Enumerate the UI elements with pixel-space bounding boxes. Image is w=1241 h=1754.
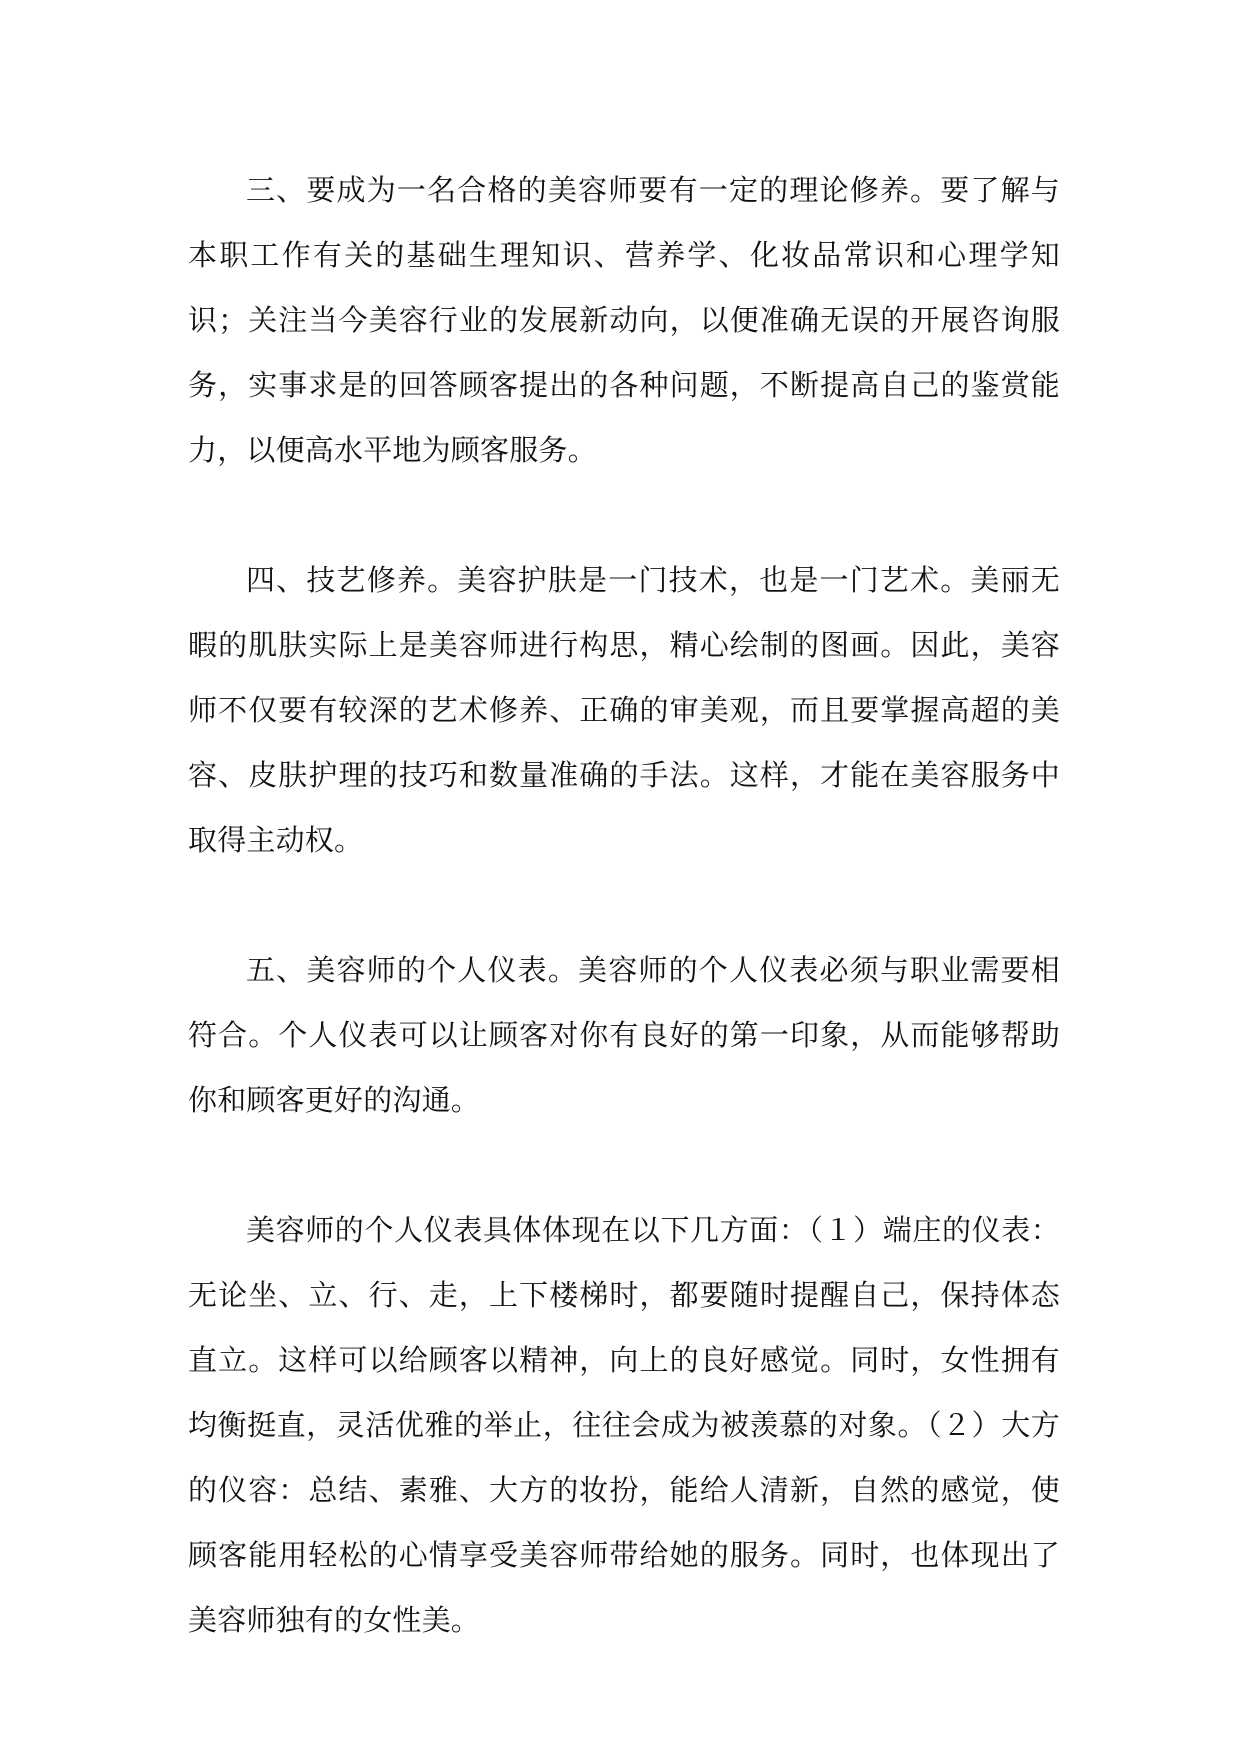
paragraph-personal-appearance: 五、美容师的个人仪表。美容师的个人仪表必须与职业需要相符合。个人仪表可以让顾客对你有良好的第一印象，从而能够帮助你和顾客更好的沟通。 xyxy=(188,953,1060,1117)
paragraph-theory-cultivation: 三、要成为一名合格的美容师要有一定的理论修养。要了解与本职工作有关的基础生理知识、营养学、化妆品常识和心理学知识；关注当今美容行业的发展新动向，以便准确无误的开展咨询服务，实事求是的回答顾客提出的各种问题，不断提高自己的鉴赏能力，以便高水平地为顾客服务。 xyxy=(188,173,1060,467)
document-body xyxy=(188,158,1060,1718)
paragraph-skill-cultivation: 四、技艺修养。美容护肤是一门技术，也是一门艺术。美丽无暇的肌肤实际上是美容师进行构思，精心绘制的图画。因此，美容师不仅要有较深的艺术修养、正确的审美观，而且要掌握高超的美容、皮肤护理的技巧和数量准确的手法。这样，才能在美容服务中取得主动权。 xyxy=(188,563,1060,857)
paragraph-appearance-details: 美容师的个人仪表具体体现在以下几方面：（１）端庄的仪表：无论坐、立、行、走，上下楼梯时，都要随时提醒自己，保持体态直立。这样可以给顾客以精神，向上的良好感觉。同时，女性拥有均衡挺直，灵活优雅的举止，往往会成为被羡慕的对象。（２）大方的仪容：总结、素雅、大方的妆扮，能给人清新，自然的感觉，使顾客能用轻松的心情享受美容师带给她的服务。同时，也体现出了美容师独有的女性美。 xyxy=(188,1213,1060,1637)
